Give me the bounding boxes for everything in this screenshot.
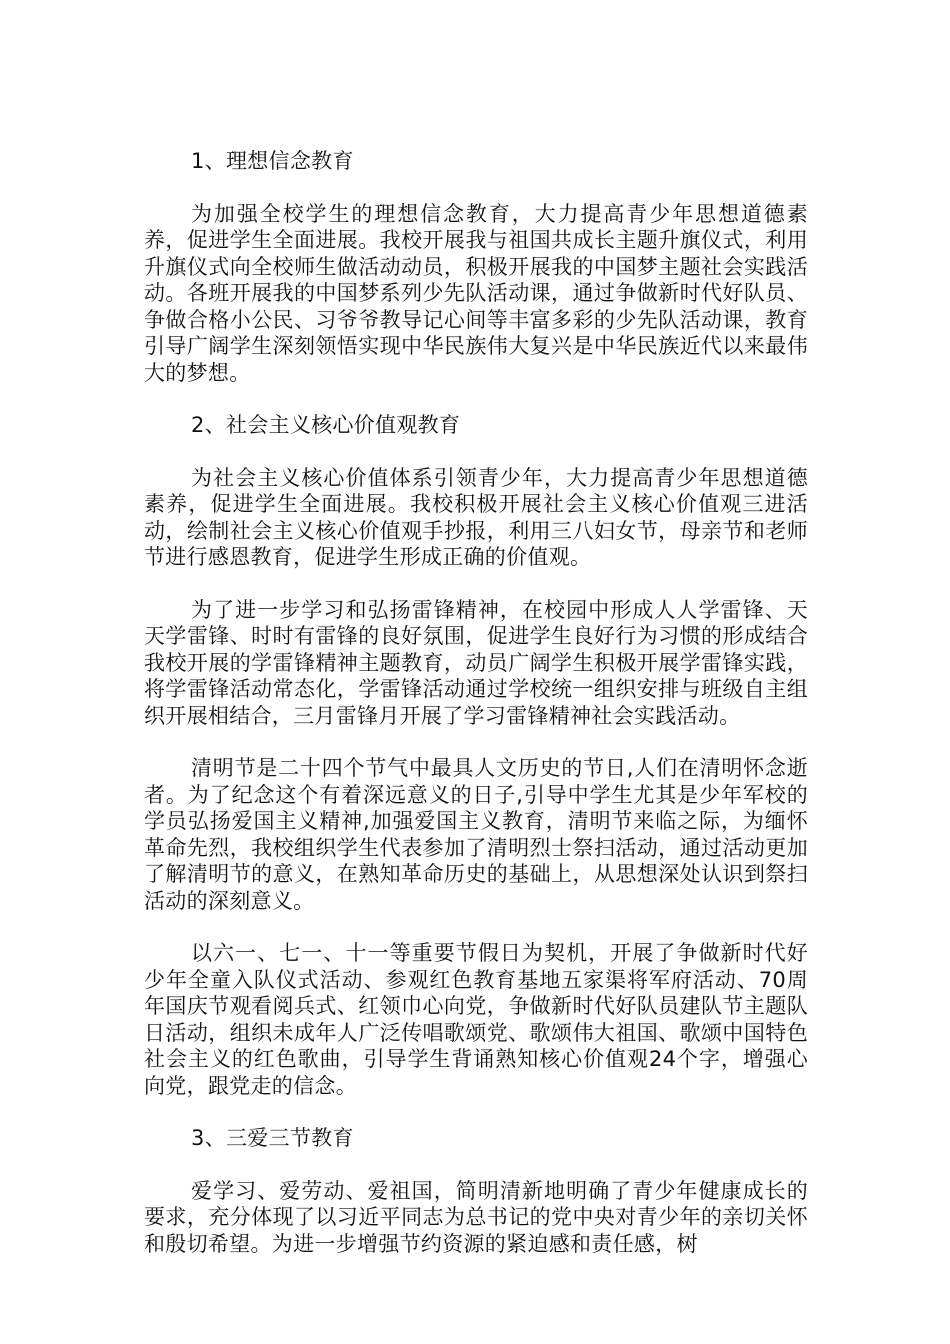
paragraph-lei-feng: 为了进一步学习和弘扬雷锋精神，在校园中形成人人学雷锋、天天学雷锋、时时有雷锋的良好氛围，促进学生良好行为习惯的形成结合我校开展的学雷锋精神主题教育，动员广阔学生积极开展学雷锋实践，将学雷锋活动常态化，学雷锋活动通过学校统一组织安排与班级自主组织开展相结合，三月雷锋月开展了学习雷锋精神社会实践活动。 [144, 597, 808, 728]
paragraph-holidays: 以六一、七一、十一等重要节假日为契机，开展了争做新时代好少年全童入队仪式活动、参观红色教育基地五家渠将军府活动、70周年国庆节观看阅兵式、红领巾心向党，争做新时代好队员建队节主题队日活动，组织未成年人广泛传唱歌颂党、歌颂伟大祖国、歌颂中国特色社会主义的红色歌曲，引导学生背诵熟知核心价值观24个字，增强心向党，跟党走的信念。 [144, 941, 808, 1098]
section-heading-three-loves: 3、三爱三节教育 [191, 1126, 354, 1150]
section-heading-ideals: 1、理想信念教育 [191, 149, 354, 173]
paragraph-ideals-education: 为加强全校学生的理想信念教育，大力提高青少年思想道德素养，促进学生全面进展。我校开展我与祖国共成长主题升旗仪式，利用升旗仪式向全校师生做活动动员，积极开展我的中国梦主题社会实践活动。各班开展我的中国梦系列少先队活动课，通过争做新时代好队员、争做合格小公民、习爷爷教导记心间等丰富多彩的少先队活动课，教育引导广阔学生深刻领悟实现中华民族伟大复兴是中华民族近代以来最伟大的梦想。 [144, 201, 808, 385]
paragraph-three-loves: 爱学习、爱劳动、爱祖国，简明清新地明确了青少年健康成长的要求，充分体现了以习近平同志为总书记的党中央对青少年的亲切关怀和殷切希望。为进一步增强节约资源的紧迫感和责任感，树 [144, 1178, 808, 1256]
document-body [144, 148, 808, 1283]
section-heading-core-values: 2、社会主义核心价值观教育 [191, 413, 461, 437]
paragraph-core-values: 为社会主义核心价值体系引领青少年，大力提高青少年思想道德素养，促进学生全面进展。我校积极开展社会主义核心价值观三进活动，绘制社会主义核心价值观手抄报，利用三八妇女节，母亲节和老师节进行感恩教育，促进学生形成正确的价值观。 [144, 465, 808, 569]
paragraph-qingming: 清明节是二十四个节气中最具人文历史的节日,人们在清明怀念逝者。为了纪念这个有着深远意义的日子,引导中学生尤其是少年军校的学员弘扬爱国主义精神,加强爱国主义教育，清明节来临之际，为缅怀革命先烈，我校组织学生代表参加了清明烈士祭扫活动，通过活动更加了解清明节的意义，在熟知革命历史的基础上，从思想深处认识到祭扫活动的深刻意义。 [144, 756, 808, 913]
